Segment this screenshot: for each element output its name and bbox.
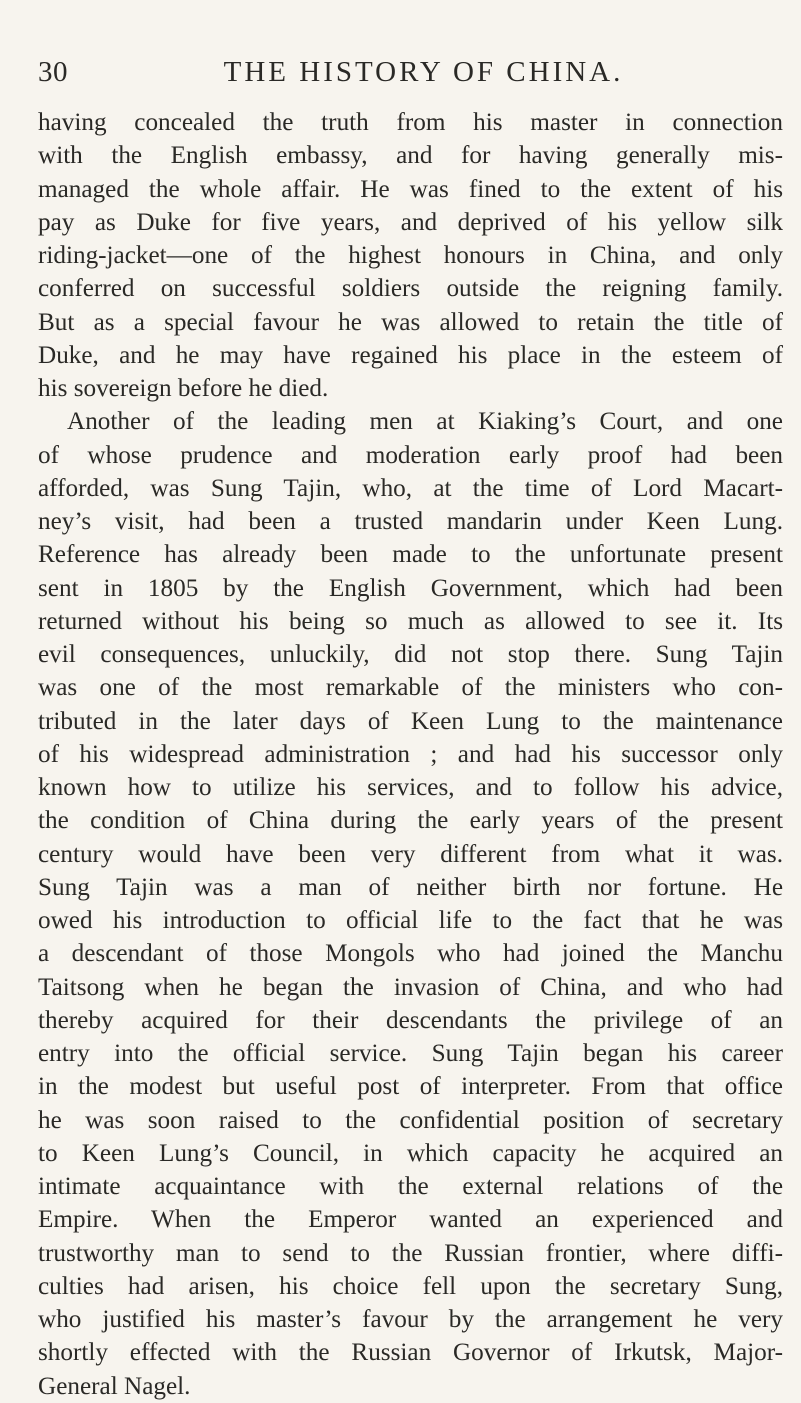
text-line: sent in 1805 by the English Government, which had been bbox=[38, 574, 783, 602]
text-line: evil consequences, unluckily, did not stop there. Sung Tajin bbox=[38, 641, 783, 668]
text-line: in the modest but useful post of interpreter. From that office bbox=[38, 1073, 783, 1101]
text-line: pay as Duke for five years, and deprived of his yellow silk bbox=[38, 208, 783, 236]
text-line: shortly effected with the Russian Governor of Irkutsk, Major- bbox=[38, 1339, 783, 1367]
text-line: of his widespread administration ; and had his successor only bbox=[38, 740, 783, 768]
text-line: a descendant of those Mongols who had joined the Manchu bbox=[38, 940, 783, 968]
text-line: conferred on successful soldiers outside the reigning family. bbox=[38, 275, 783, 303]
text-line: thereby acquired for their descendants the privilege of an bbox=[38, 1006, 783, 1034]
text-line: who justified his master’s favour by the arrangement he very bbox=[38, 1306, 783, 1333]
text-line: tributed in the later days of Keen Lung to the maintenance bbox=[38, 707, 783, 735]
text-line: returned without his being so much as allowed to see it. Its bbox=[38, 607, 783, 635]
text-line: Empire. When the Emperor wanted an experienced and bbox=[38, 1206, 783, 1234]
text-line: But as a special favour he was allowed to retain the title of bbox=[38, 308, 783, 336]
text-line: owed his introduction to official life to the fact that he was bbox=[38, 907, 783, 934]
text-line: century would have been very different from what it was. bbox=[38, 840, 783, 868]
text-line: the condition of China during the early years of the present bbox=[38, 807, 783, 835]
text-line: afforded, was Sung Tajin, who, at the time of Lord Macart- bbox=[38, 474, 783, 502]
text-line: his sovereign before he died. bbox=[38, 375, 329, 402]
text-line: entry into the official service. Sung Tajin began his career bbox=[38, 1040, 783, 1067]
text-line: Sung Tajin was a man of neither birth nor fortune. He bbox=[38, 873, 783, 901]
text-line: General Nagel. bbox=[38, 1372, 191, 1400]
text-line: having concealed the truth from his master in connection bbox=[38, 109, 783, 136]
text-line: intimate acquaintance with the external relations of the bbox=[38, 1173, 783, 1200]
text-line: known how to utilize his services, and to follow his advice, bbox=[38, 774, 783, 801]
text-line: ney’s visit, had been a trusted mandarin under Keen Lung. bbox=[38, 508, 783, 535]
page-number: 30 bbox=[38, 56, 68, 88]
text-line: he was soon raised to the confidential position of secretary bbox=[38, 1106, 783, 1134]
body-text bbox=[38, 106, 783, 1403]
text-line: Another of the leading men at Kiaking’s Court, and one bbox=[67, 408, 783, 436]
text-line: trustworthy man to send to the Russian frontier, where diffi- bbox=[38, 1239, 783, 1267]
text-line: culties had arisen, his choice fell upon the secretary Sung, bbox=[38, 1272, 783, 1300]
text-line: riding-jacket—one of the highest honours in China, and only bbox=[38, 242, 783, 269]
header-title: THE HISTORY OF CHINA. bbox=[223, 56, 624, 88]
text-line: of whose prudence and moderation early proof had been bbox=[38, 441, 783, 469]
text-line: was one of the most remarkable of the ministers who con- bbox=[38, 674, 783, 702]
text-line: Taitsong when he began the invasion of China, and who had bbox=[38, 973, 783, 1001]
text-line: Reference has already been made to the unfortunate present bbox=[38, 541, 783, 569]
text-line: to Keen Lung’s Council, in which capacity he acquired an bbox=[38, 1139, 783, 1167]
running-head bbox=[38, 52, 783, 92]
text-line: managed the whole affair. He was fined to the extent of his bbox=[38, 175, 783, 203]
text-line: with the English embassy, and for having generally mis- bbox=[38, 142, 783, 170]
text-line: Duke, and he may have regained his place in the esteem of bbox=[38, 341, 783, 369]
